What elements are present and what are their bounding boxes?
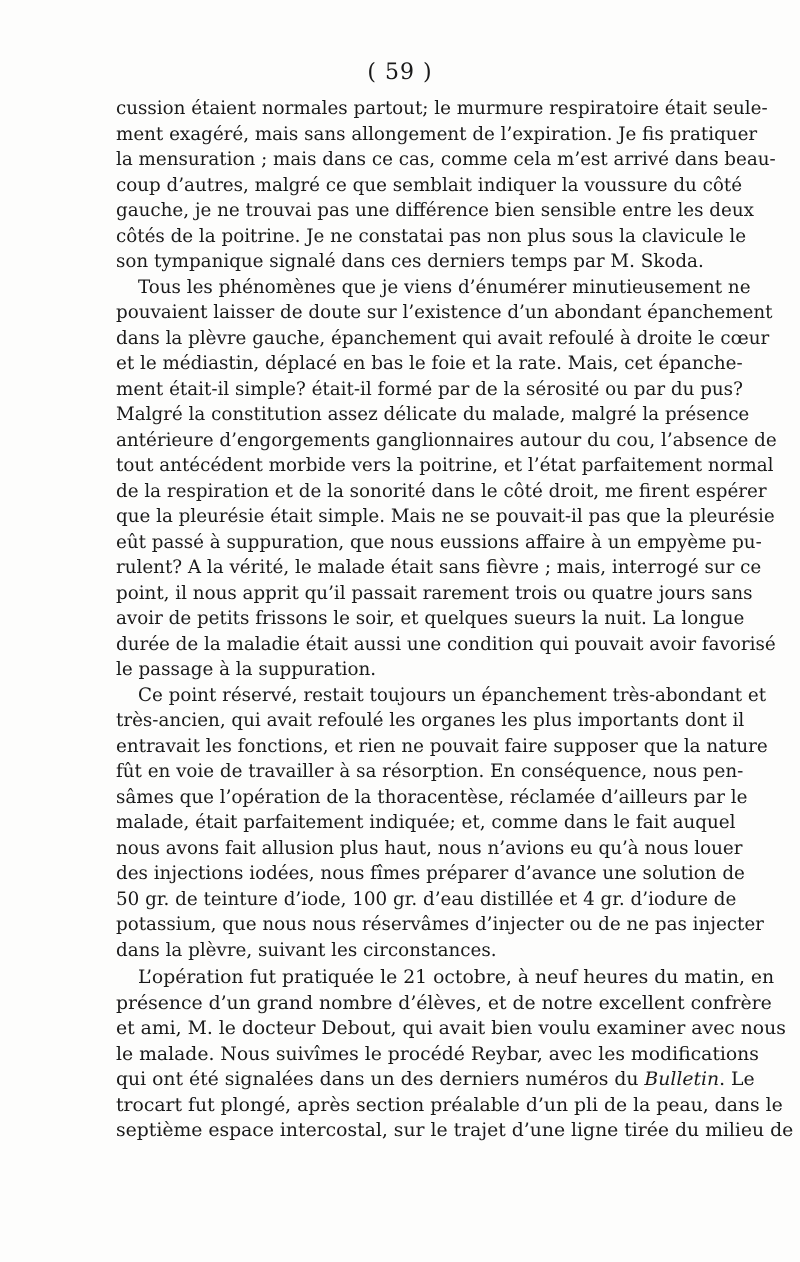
text-line: dans la plèvre gauche, épanchement qui avait refoulé à droite le cœur [116,327,770,349]
text-line: antérieure d’engorgements ganglionnaires autour du cou, l’absence de [116,429,777,451]
text-line: avoir de petits frissons le soir, et quelques sueurs la nuit. La longue [116,608,745,629]
paragraph-start: Ce point réservé, restait toujours un épanchement très-abondant et [138,684,767,706]
text-line: que la pleurésie était simple. Mais ne se pouvait-il pas que la pleurésie [116,506,775,527]
text-line: nous avons fait allusion plus haut, nous n’avions eu qu’à nous louer [116,837,743,859]
text-line: ment était-il simple? était-il formé par de la sérosité ou par du pus? [116,378,743,400]
text-line: 50 gr. de teinture d’iode, 100 gr. d’eau distillée et 4 gr. d’iodure de [116,888,737,910]
text-line: coup d’autres, malgré ce que semblait indiquer la voussure du côté [116,174,743,196]
text-line: entravait les fonctions, et rien ne pouvait faire supposer que la nature [116,735,768,757]
body-text [116,96,794,1144]
text-line: dans la plèvre, suivant les circonstances. [116,939,497,961]
text-line: Malgré la constitution assez délicate du malade, malgré la présence [116,404,750,425]
text-line: malade, était parfaitement indiquée; et, comme dans le fait auquel [116,812,736,833]
text-line: pouvaient laisser de doute sur l’existence d’un abondant épanchement [116,302,773,323]
text-line: septième espace intercostal, sur le trajet d’une ligne tirée du milieu de [116,1120,794,1141]
text-line: durée de la maladie était aussi une condition qui pouvait avoir favorisé [116,633,776,655]
text-line: eût passé à suppuration, que nous eussions affaire à un empyème pu- [116,531,762,553]
text-line: gauche, je ne trouvai pas une différence bien sensible entre les deux [116,200,754,221]
text-line: trocart fut plongé, après section préalable d’un pli de la peau, dans le [116,1094,783,1116]
text-line: de la respiration et de la sonorité dans le côté droit, me firent espérer [116,480,767,502]
text-line: son tympanique signalé dans ces derniers temps par M. Skoda. [116,251,704,272]
paragraph-start: L’opération fut pratiquée le 21 octobre, à neuf heures du matin, en [138,967,775,988]
text-line: point, il nous apprit qu’il passait rarement trois ou quatre jours sans [116,582,753,604]
text-line: côtés de la poitrine. Je ne constatai pas non plus sous la clavicule le [116,225,747,247]
text-line: le passage à la suppuration. [116,659,377,680]
text-line: qui ont été signalées dans un des derniers numéros du Bulletin. Le [116,1069,755,1090]
text-line: la mensuration ; mais dans ce cas, comme cela m’est arrivé dans beau- [116,149,776,170]
text-line: présence d’un grand nombre d’élèves, et de notre excellent confrère [116,992,772,1014]
text-line: très-ancien, qui avait refoulé les organes les plus importants dont il [116,710,745,731]
text-line: rulent? A la vérité, le malade était sans fièvre ; mais, interrogé sur ce [116,557,762,578]
text-line: et le médiastin, déplacé en bas le foie et la rate. Mais, cet épanche- [116,353,743,374]
page-number: ( 59 ) [367,60,433,85]
text-line: et ami, M. le docteur Debout, qui avait bien voulu examiner avec nous [116,1018,786,1039]
text-line: tout antécédent morbide vers la poitrine, et l’état parfaitement normal [116,455,774,476]
text-line: cussion étaient normales partout; le murmure respiratoire était seule- [116,98,768,119]
paragraph-start: Tous les phénomènes que je viens d’énumérer minutieusement ne [138,276,751,298]
text-line: le malade. Nous suivîmes le procédé Reybar, avec les modifications [116,1043,759,1065]
text-line: des injections iodées, nous fîmes préparer d’avance une solution de [116,863,745,884]
text-line: ment exagéré, mais sans allongement de l’expiration. Je fis pratiquer [116,123,758,145]
italic-title: Bulletin [644,1069,720,1090]
text-line: fût en voie de travailler à sa résorption. En conséquence, nous pen- [116,761,744,782]
text-line: potassium, que nous nous réservâmes d’injecter ou de ne pas injecter [116,914,764,935]
text-line: sâmes que l’opération de la thoracentèse, réclamée d’ailleurs par le [116,786,748,808]
